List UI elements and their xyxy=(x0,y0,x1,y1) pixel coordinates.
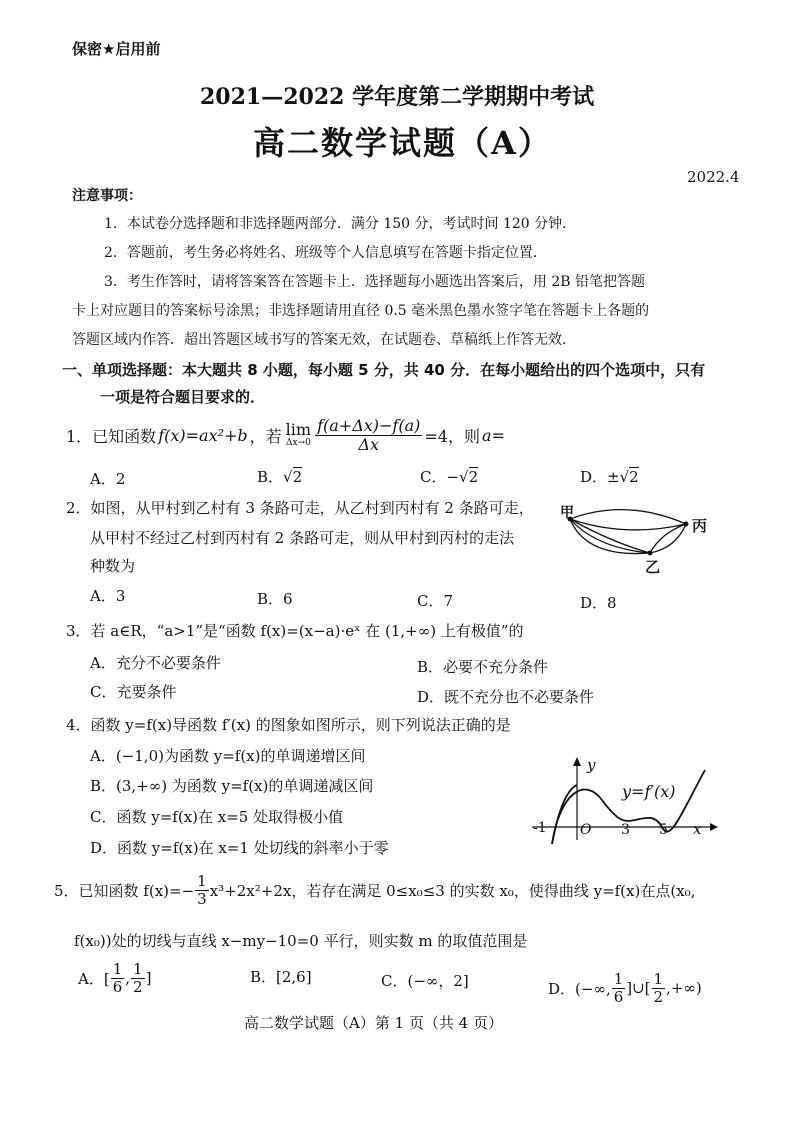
q1-d-label: D．± xyxy=(580,468,620,486)
q4-option-b: B．(3,+∞) 为函数 y=f(x)的单调递减区间 xyxy=(90,777,374,795)
section-heading-cont: 一项是符合题目要求的． xyxy=(100,388,266,406)
road-yi-bing-1 xyxy=(650,524,686,553)
q5-frac-num: 1 xyxy=(197,872,207,890)
fig-tick-minus1: -1 xyxy=(533,820,547,836)
q1-c-value: 2 xyxy=(468,468,479,486)
q2-option-d: D．8 xyxy=(580,594,617,612)
frac-denominator: Δx xyxy=(358,434,379,454)
fig-tick-3: 3 xyxy=(621,822,630,838)
union: ]∪[ xyxy=(626,979,651,997)
q4-option-a: A．(−1,0)为函数 y=f(x)的单调递增区间 xyxy=(90,747,366,765)
q2-option-b: B．6 xyxy=(257,590,293,608)
q1-text: 1．已知函数 xyxy=(66,426,157,446)
fig-x-label: x xyxy=(693,820,702,838)
notice-label: 注意事项： xyxy=(72,188,142,204)
q5-text-2: x³+2x²+2x，若存在满足 0≤x₀≤3 的实数 x₀，使得曲线 y=f(x)在点(x₀, xyxy=(209,881,696,900)
question-5-stem xyxy=(54,870,695,910)
num: 1 xyxy=(133,960,143,978)
q4-option-d: D．函数 y=f(x)在 x=1 处切线的斜率小于零 xyxy=(90,839,389,857)
q5-d-frac1 xyxy=(612,971,626,1005)
q5-option-a xyxy=(78,956,151,1000)
notice-item-3-cont: 卡上对应题目的答案标号涂黑；非选择题请用直径 0.5 毫米黑色墨水签字笔在答题卡上各题的 xyxy=(72,303,650,319)
difference-quotient xyxy=(315,417,422,453)
question-3-stem: 3．若 a∈R，“a>1”是“函数 f(x)=(x−a)·eˣ 在 (1,+∞) 上有极值”的 xyxy=(66,622,524,640)
num: 1 xyxy=(112,960,123,978)
fig-label-yi: 乙 xyxy=(645,558,661,576)
page-title: 高二数学试题（A） xyxy=(253,124,552,162)
page-footer: 高二数学试题（A）第 1 页（共 4 页） xyxy=(244,1014,503,1032)
exam-date: 2022.4 xyxy=(687,168,740,186)
q1-c-label: C．− xyxy=(420,468,460,486)
q5-a-frac2 xyxy=(131,961,145,995)
confidential-mark: 保密★启用前 xyxy=(72,40,161,58)
fig-label-bing: 丙 xyxy=(692,517,708,535)
notice-item-3: 3．考生作答时，请将答案答在答题卡上．选择题每小题选出答案后，用 2B 铅笔把答题 xyxy=(104,274,646,290)
fig-label-jia: 甲 xyxy=(560,505,574,521)
y-axis-arrow-icon xyxy=(573,757,581,766)
q5-a-frac1 xyxy=(111,961,125,995)
bing-node xyxy=(684,522,689,527)
bracket: ] xyxy=(145,969,152,987)
q1-b-label: B． xyxy=(257,468,284,486)
road-yi-bing-2 xyxy=(650,524,686,553)
sqrt-icon: √ xyxy=(283,468,293,486)
q1-option-a: A．2 xyxy=(90,470,126,488)
road-jia-bing-top xyxy=(570,510,686,524)
q2-option-c: C．7 xyxy=(417,592,454,610)
q5-option-b: B．[2,6] xyxy=(250,968,312,986)
den: 2 xyxy=(653,987,664,1006)
q3-option-c: C．充要条件 xyxy=(90,683,177,701)
q5-d-label: D．(−∞, xyxy=(548,979,611,998)
road-jia-yi-3 xyxy=(570,519,650,554)
fig-curve-label: y=f′(x) xyxy=(622,782,676,801)
question-2-stem-cont: 从甲村不经过乙村到丙村有 2 条路可走，则从甲村到丙村的走法 xyxy=(90,529,515,547)
q5-option-c: C．(−∞，2] xyxy=(381,972,469,990)
notice-item-1: 1．本试卷分选择题和非选择题两部分．满分 150 分，考试时间 120 分钟． xyxy=(104,216,577,232)
limit-symbol xyxy=(286,421,311,448)
village-road-diagram xyxy=(556,498,716,576)
q5-text: 5．已知函数 f(x)=− xyxy=(54,881,195,900)
q3-option-a: A．充分不必要条件 xyxy=(90,654,221,672)
q1-option-b xyxy=(257,466,302,487)
q1-text-2: ，若 xyxy=(249,426,282,446)
fig-origin: O xyxy=(580,822,592,838)
q1-text-4: a= xyxy=(481,425,505,445)
q5-a-label: A．[ xyxy=(78,969,110,988)
x-axis-arrow-icon xyxy=(710,823,718,831)
comma: , xyxy=(125,969,131,987)
q1-text-3: =4，则 xyxy=(424,426,480,446)
notice-item-3-cont2: 答题区域内作答．超出答题区域书写的答案无效，在试题卷、草稿纸上作答无效． xyxy=(72,332,576,348)
num: 1 xyxy=(613,970,624,988)
yi-node xyxy=(648,551,653,556)
q1-function: f(x)=ax²+b xyxy=(158,425,248,445)
q5-fraction xyxy=(195,873,209,907)
q1-b-value: 2 xyxy=(292,468,303,486)
q3-option-b: B．必要不充分条件 xyxy=(417,658,549,676)
sqrt-icon: √ xyxy=(619,468,630,486)
q5-frac-den: 3 xyxy=(197,889,207,908)
den: 2 xyxy=(133,977,143,996)
fig-tick-5: 5 xyxy=(659,822,668,838)
sqrt-icon: √ xyxy=(459,468,469,486)
q5-option-d xyxy=(548,966,702,1010)
frac-numerator: f(a+Δx)−f(a) xyxy=(317,415,421,435)
num: 1 xyxy=(653,970,664,988)
q1-option-d xyxy=(580,466,639,487)
q3-option-d: D．既不充分也不必要条件 xyxy=(417,688,595,706)
q5-d-end: ,+∞) xyxy=(666,979,702,997)
section-heading: 一、单项选择题：本大题共 8 小题，每小题 5 分，共 40 分．在每小题给出的四个选项中，只有 xyxy=(62,361,706,379)
exam-name: 2021—2022 学年度第二学期期中考试 xyxy=(200,84,595,110)
q2-option-a: A．3 xyxy=(90,587,126,605)
q1-option-c xyxy=(420,466,478,487)
question-4-stem: 4．函数 y=f(x)导函数 f′(x) 的图象如图所示，则下列说法正确的是 xyxy=(66,716,511,734)
lim-subscript: Δx→0 xyxy=(285,437,311,448)
question-2-stem: 2．如图，从甲村到乙村有 3 条路可走，从乙村到丙村有 2 条路可走， xyxy=(66,499,534,517)
den: 6 xyxy=(613,987,624,1006)
question-2-stem-cont2: 种数为 xyxy=(90,557,136,575)
den: 6 xyxy=(112,977,123,996)
q5-d-frac2 xyxy=(652,971,666,1005)
question-1-stem xyxy=(66,412,505,458)
lim-label: lim xyxy=(285,420,312,440)
fig-y-label: y xyxy=(587,756,596,774)
notice-item-2: 2．答题前，考生务必将姓名、班级等个人信息填写在答题卡指定位置． xyxy=(104,245,547,261)
q1-d-value: 2 xyxy=(629,468,639,486)
q4-option-c: C．函数 y=f(x)在 x=5 处取得极小值 xyxy=(90,808,344,826)
question-5-stem-cont: f(x₀))处的切线与直线 x−my−10=0 平行，则实数 m 的取值范围是 xyxy=(74,932,528,950)
